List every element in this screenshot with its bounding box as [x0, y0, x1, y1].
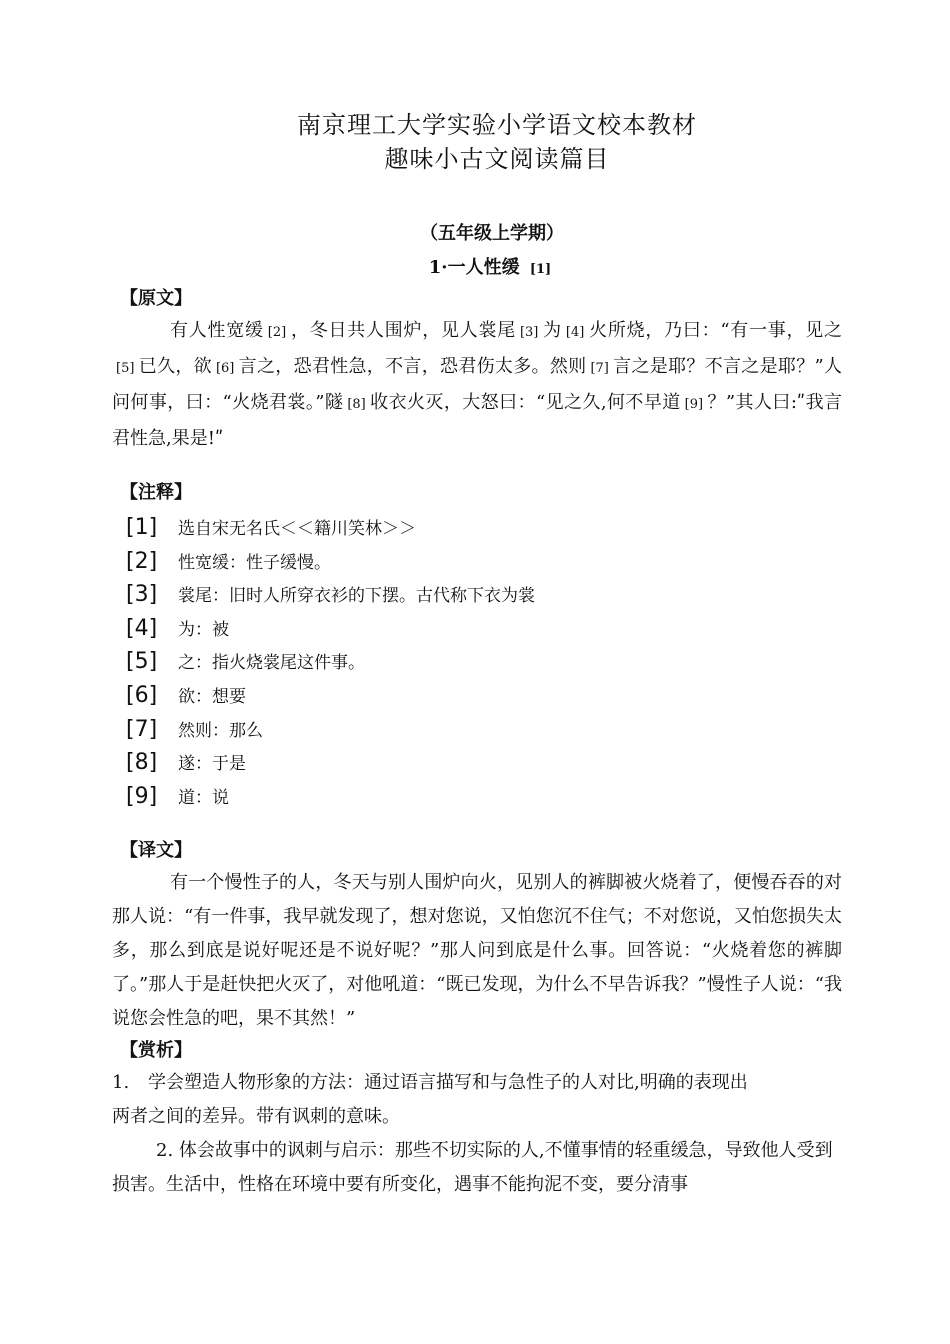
footnote-ref: [8] — [347, 397, 366, 412]
footnote-ref: [6] — [215, 361, 235, 376]
note-number: [6] — [126, 682, 158, 708]
original-segment: 为 — [542, 320, 562, 341]
note-item — [126, 680, 842, 714]
note-number: [1] — [126, 515, 158, 540]
original-text — [112, 314, 842, 456]
lesson-title-text: 1·一人性缓 — [428, 257, 520, 278]
note-text: 选自宋无名氏＜＜籍川笑林＞＞ — [178, 519, 416, 539]
document-page — [112, 108, 842, 1202]
document-title: 南京理工大学实验小学语文校本教材 — [297, 111, 697, 139]
note-item — [126, 613, 842, 647]
section-heading-appreciation: 【赏析】 — [120, 1040, 192, 1062]
term-label: （五年级上学期） — [420, 223, 564, 244]
note-item — [126, 512, 842, 546]
note-item — [126, 781, 842, 815]
note-item — [126, 714, 842, 748]
note-number: [7] — [126, 716, 158, 742]
original-segment: 有人性宽缓 — [170, 320, 264, 341]
appreciation-text: 学会塑造人物形象的方法：通过语言描写和与急性子的人对比,明确的表现出 — [148, 1072, 748, 1094]
appreciation-item-1-continued: 两者之间的差异。带有讽刺的意味。 — [112, 1106, 400, 1128]
note-text: 为：被 — [178, 619, 229, 640]
note-item — [126, 747, 842, 781]
note-text: 道：说 — [178, 787, 229, 808]
appreciation-item-1 — [112, 1066, 842, 1100]
note-item — [126, 646, 842, 680]
appreciation-item-2 — [112, 1134, 842, 1202]
original-segment: 已久，欲 — [138, 356, 212, 377]
original-segment: 言之，恐君性急，不言，恐君伤太多。然则 — [238, 356, 587, 377]
translation-text: 有一个慢性子的人，冬天与别人围炉向火，见别人的裤脚被火烧着了，便慢吞吞的对那人说：“有一件事，我早就发现了，想对您说，又怕您沉不住气；不对您说，又怕您损失太多，那么到底是说好呢还是不说好呢？”那人问到底是什么事。回答说：“火烧着您的裤脚了。”那人于是赶快把火灭了，对他吼道：“既已发现，为什么不早告诉我？”慢性子人说：“我说您会性急的吧，果不其然！” — [112, 872, 842, 1030]
original-segment: 收衣火灭，大怒曰：“见之久,何不早道 — [369, 392, 681, 413]
lesson-title — [142, 254, 842, 284]
note-item — [126, 579, 842, 613]
footnote-ref: [7] — [590, 361, 609, 376]
original-segment: 火所烧，乃曰：“有一事，见之 — [588, 320, 843, 341]
note-text: 欲：想要 — [178, 686, 246, 707]
original-segment: ，冬日共人围炉，见人裳尾 — [290, 320, 516, 341]
footnote-ref: [9] — [684, 397, 704, 412]
notes-list — [126, 512, 842, 814]
lesson-footnote-ref: [1] — [529, 262, 552, 277]
document-subtitle: 趣味小古文阅读篇目 — [384, 145, 610, 173]
spacer — [112, 814, 842, 836]
note-number: [4] — [126, 615, 158, 641]
original-segment: 言之是耶？不言之是耶？”人问何事，曰：“火烧君裳。”隧 — [112, 356, 843, 413]
section-heading-original: 【原文】 — [120, 288, 192, 309]
appreciation-text: 体会故事中的讽刺与启示：那些不切实际的人,不懂事情的轻重缓急，导致他人受到损害。生活中，性格在环境中要有所变化，遇事不能拘泥不变，要分清事 — [112, 1140, 833, 1196]
note-text: 之：指火烧裳尾这件事。 — [178, 653, 365, 674]
footnote-ref: [5] — [116, 361, 135, 376]
footnote-ref: [4] — [565, 325, 585, 340]
note-number: [3] — [126, 582, 158, 608]
note-number: [2] — [126, 548, 158, 574]
original-segment: ？”其人曰:ʺ我言君性急,果是!ʺ — [112, 392, 843, 449]
section-heading-translation: 【译文】 — [120, 840, 192, 862]
footnote-ref: [3] — [519, 325, 539, 340]
appreciation-number: 1. — [112, 1072, 130, 1094]
appreciation-number: 2. — [156, 1140, 174, 1162]
note-number: [5] — [126, 649, 158, 675]
footnote-ref: [2] — [267, 325, 287, 340]
note-text: 性宽缓：性子缓慢。 — [178, 552, 331, 573]
section-heading-notes: 【注释】 — [120, 482, 192, 503]
note-item — [126, 546, 842, 580]
note-number: [8] — [126, 750, 158, 776]
note-text: 然则：那么 — [178, 720, 263, 741]
spacer — [112, 456, 842, 478]
note-text: 裳尾：旧时人所穿衣衫的下摆。古代称下衣为裳 — [178, 586, 535, 607]
note-number: [9] — [126, 783, 158, 809]
note-text: 遂：于是 — [178, 754, 246, 775]
